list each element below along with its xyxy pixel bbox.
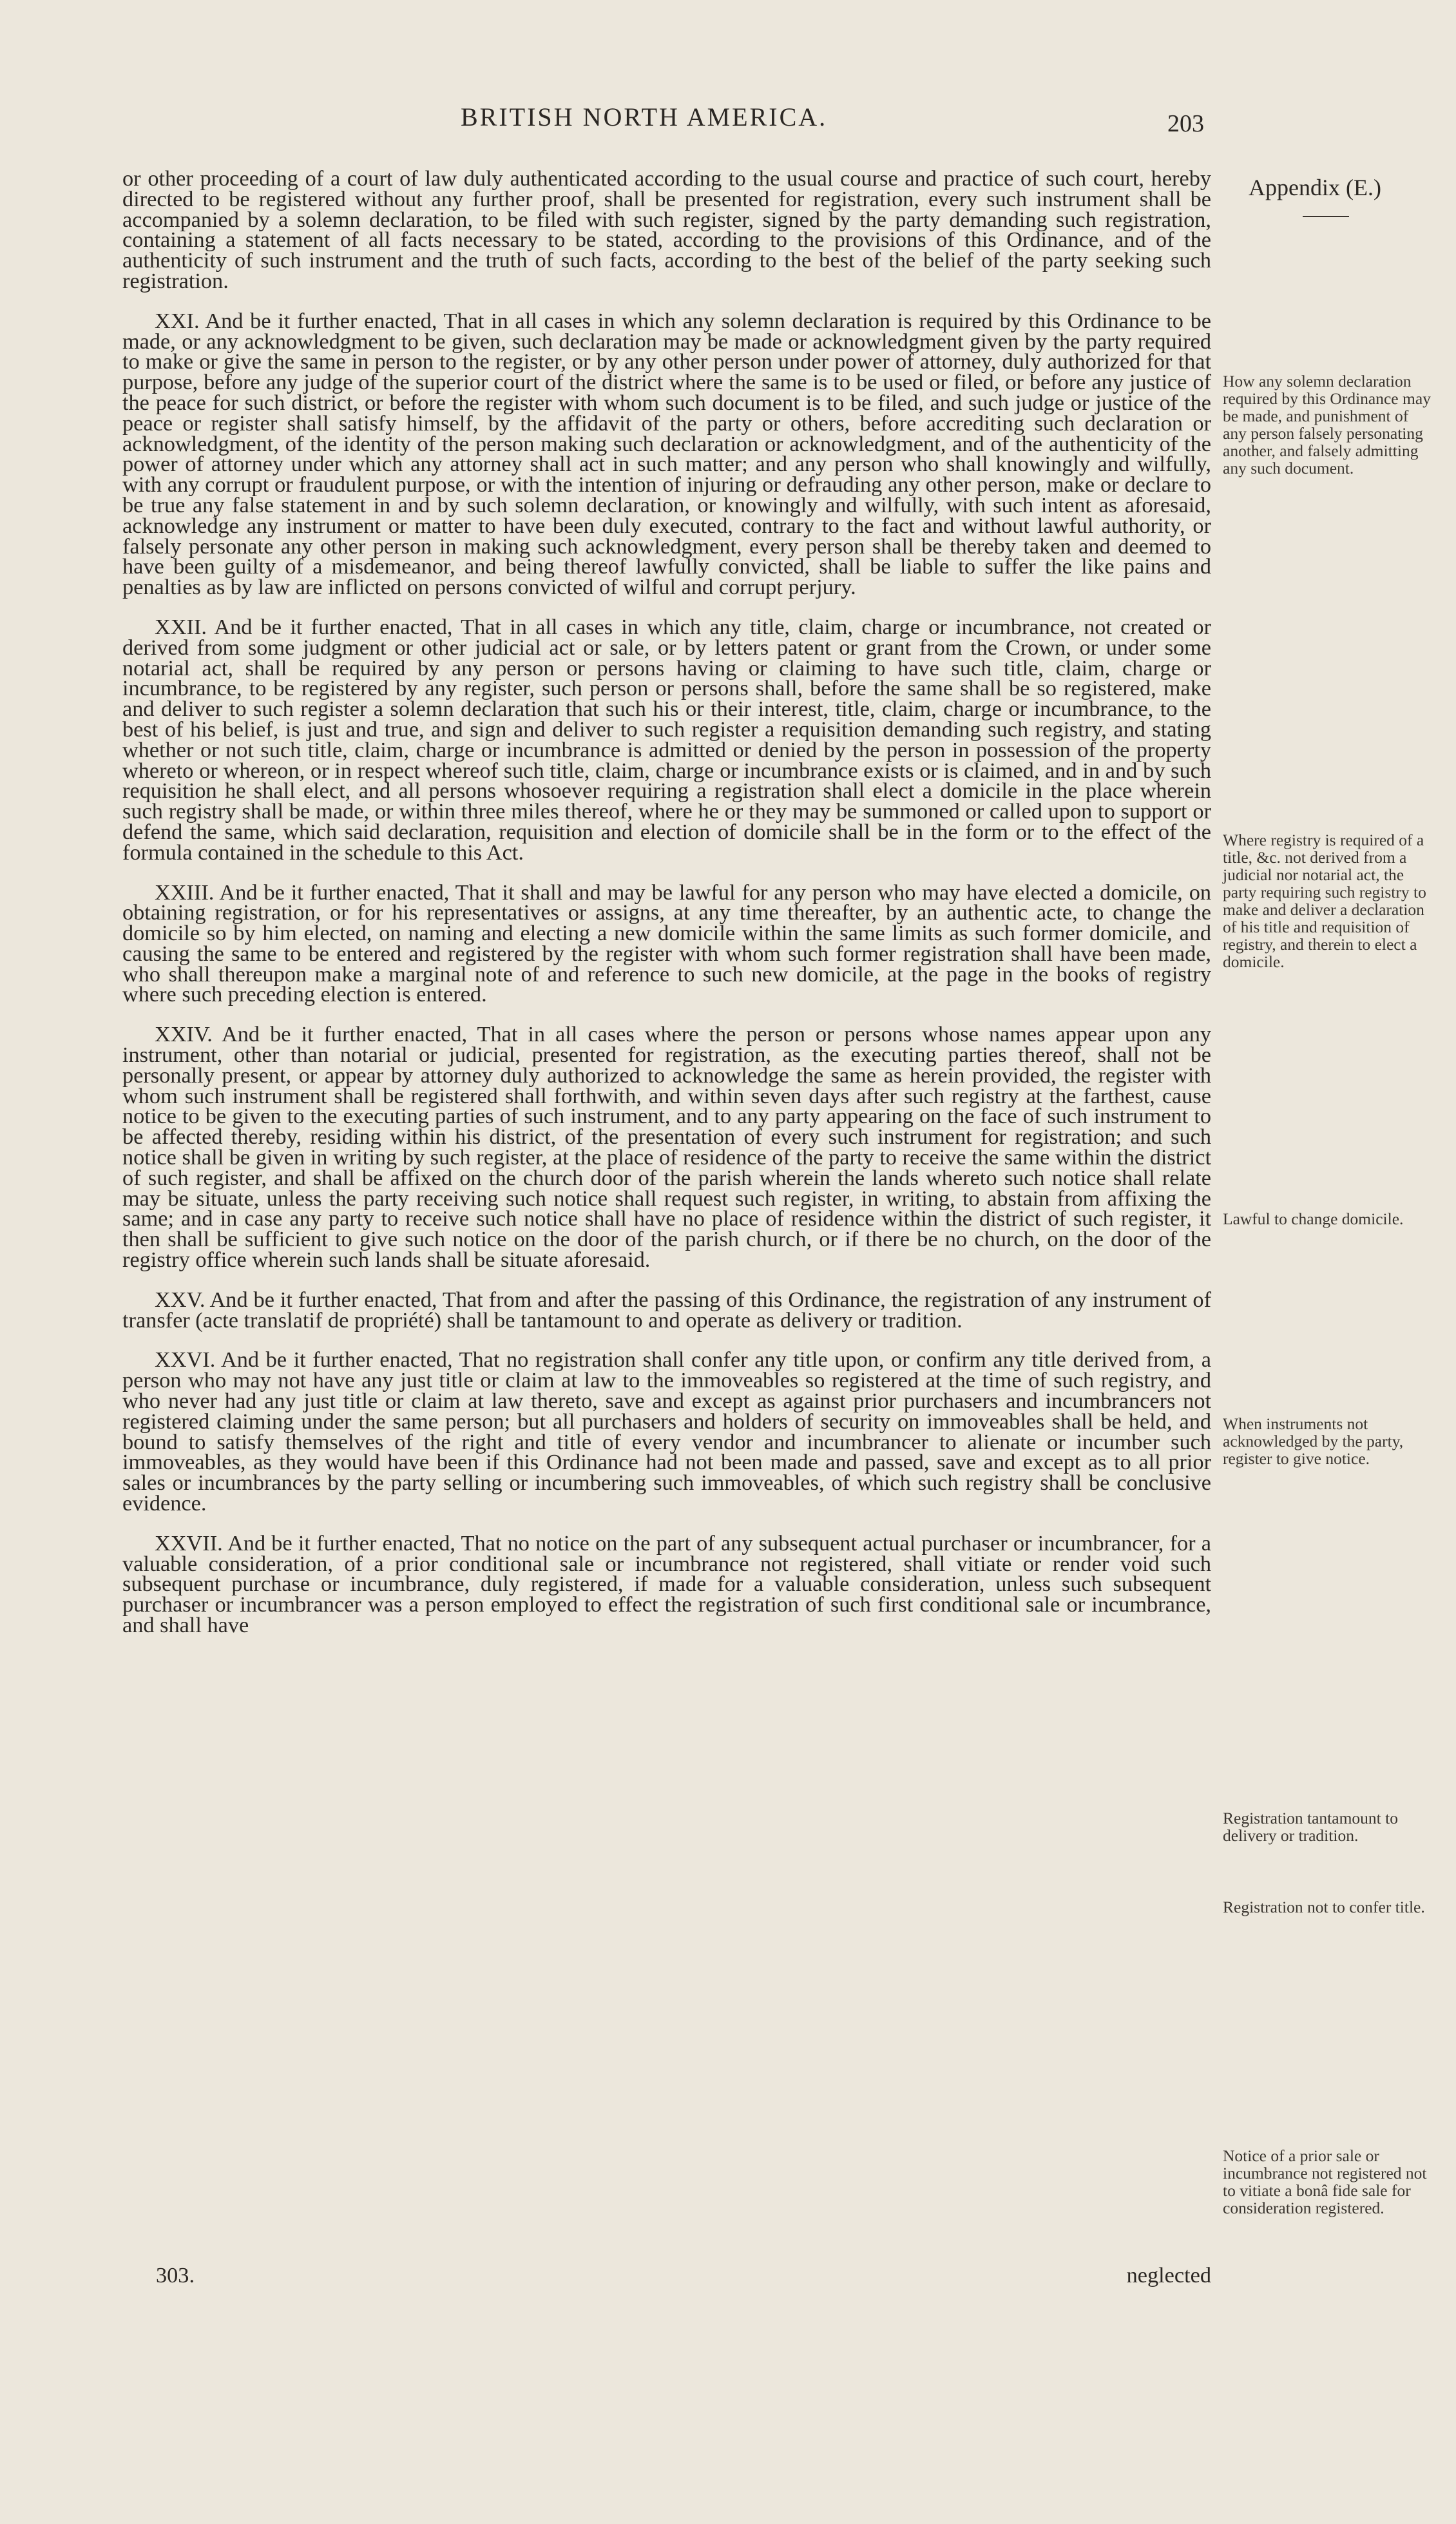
margin-note-solemn-declaration: How any solemn declaration required by this Ordinance may be made, and punishment of any person falsely personating another, and falsely admitting any such document. (1223, 372, 1431, 477)
paragraph-continuation: or other proceeding of a court of law duly authenticated according to the usual course and practice of such court, hereby directed to be registered without any further proof, shall be presented for registration, every such instrument shall be accompanied by a solemn declaration, to be filed with such register, signed by the party demanding such registration, containing a statement of all facts necessary to be stated, according to the provisions of this Ordinance, and of the authenticity of such instrument and the truth of such facts, according to the best of the belief of the party seeking such registration. (122, 166, 1211, 293)
margin-note-no-title: Registration not to confer title. (1223, 1898, 1425, 1916)
paragraph-section-xxvii: XXVII. And be it further enacted, That no notice on the part of any subsequent actual purchaser or incumbrancer, for a valuable consideration, of a prior conditional sale or incumbrance not registered, shall vitiate or render void such subsequent purchase or incumbrance, duly registered, if made for a valuable consideration, unless such subsequent purchaser or incumbrancer was a person employed to effect the registration of such first conditional sale or incumbrance, and shall have (122, 1530, 1211, 1637)
catchword: neglected (1126, 2263, 1211, 2288)
paragraph-section-xxv: XXV. And be it further enacted, That from and after the passing of this Ordinance, the registration of any instrument of transfer (acte translatif de propriété) shall be tantamount to and operate as delivery or tradition. (122, 1287, 1211, 1333)
paragraph-section-xxii: XXII. And be it further enacted, That in all cases in which any title, claim, charge or incumbrance, not created or derived from some judgment or other judicial act or sale, or by letters patent or grant from the Crown, or under some notarial act, shall be required by any person or persons having or claiming to have such title, claim, charge or incumbrance, to be registered by any register, such person or persons shall, before the same shall be so registered, make and deliver to such register a solemn declaration that such his or their interest, title, claim, charge or incumbrance, to the best of his belief, is just and true, and sign and deliver to such register a requisition demanding such registry, and stating whether or not such title, claim, charge or incumbrance is admitted or denied by the person in possession of the property whereto or whereon, or in respect whereof such title, claim, charge or incumbrance exists or is claimed, and in and by such requisition he shall elect, and all persons whosoever requiring a registration shall elect a domicile in the place wherein such registry shall be made, or within three miles thereof, where he or they may be summoned or called upon to support or defend the same, which said declaration, requisition and election of domicile shall be in the form or to the effect of the formula contained in the schedule to this Act. (122, 614, 1211, 865)
page-number: 203 (1167, 110, 1204, 137)
appendix-rule (1303, 216, 1349, 217)
paragraph-section-xxi: XXI. And be it further enacted, That in all cases in which any solemn declaration is required by this Ordinance to be made, or any acknowledgment to be given, such declaration may be made or acknowledgment given by the party required to make or give the same in person to the register, or by any other person under power of attorney, duly authorized for that purpose, before any judge of the superior court of the district where the same is to be used or filed, or before any justice of the peace for such district, or before the register with whom such document is to be filed, and such judge or justice of the peace or register shall satisfy himself, by the affidavit of the party or others, before accrediting such declaration or acknowledgment, of the identity of the person making such declaration or acknowledgment, and of the authenticity of the power of attorney under which any attorney shall act in such matter; and any person who shall knowingly and wilfully, with any corrupt or fraudulent purpose, or with the intention of injuring or defrauding any other person, make or declare to be true any false statement in and by such solemn declaration, or knowingly and wilfully, with such intent as aforesaid, acknowledge any instrument or matter to have been duly executed, contrary to the fact and without lawful authority, or falsely personate any other person in making such acknowledgment, every person shall be thereby taken and deemed to have been guilty of a misdemeanor, and being thereof lawfully convicted, shall be liable to suffer the like pains and penalties as by law are inflicted on persons convicted of wilful and corrupt perjury. (122, 308, 1211, 600)
signature-mark: 303. (156, 2263, 195, 2288)
appendix-label: Appendix (E.) (1249, 175, 1381, 200)
margin-note-notice: When instruments not acknowledged by the party, register to give notice. (1223, 1414, 1404, 1468)
margin-note-tantamount: Registration tantamount to delivery or tradition. (1223, 1809, 1398, 1845)
paragraph-section-xxiii: XXIII. And be it further enacted, That it shall and may be lawful for any person who may have elected a domicile, on obtaining registration, or for his representatives or assigns, at any time thereafter, by an authentic acte, to change the domicile so by him elected, on naming and electing a new domicile within the same limits as such former domicile, and causing the same to be entered and registered by the register with whom such former registration shall have been made, who shall thereupon make a marginal note of and reference to such new domicile, at the page in the books of registry where such preceding election is entered. (122, 880, 1211, 1007)
margin-note-prior-sale: Notice of a prior sale or incumbrance not registered not to vitiate a bonâ fide sale for consideration registered. (1223, 2146, 1427, 2217)
margin-note-registry-title: Where registry is required of a title, &c. not derived from a judicial nor notarial act, the party requiring such registry to make and deliver a declaration of his title and requisition of registry, and therein to elect a domicile. (1223, 831, 1426, 971)
paragraph-section-xxvi: XXVI. And be it further enacted, That no registration shall confer any title upon, or confirm any title derived from, a person who may not have any just title or claim at law to the immoveables so registered at the time of such registry, and who never had any just title or claim at law thereto, save and except as against prior purchasers and incumbrancers not registered claiming under the same person; but all purchasers and holders of security on immoveables shall be held, and bound to satisfy themselves of the right and title of every vendor and incumbrancer to alienate or incumber such immoveables, as they would have been if this Ordinance had not been made and passed, save and except as to all prior sales or incumbrances by the party selling or incumbering such immoveables, of which such registry shall be conclusive evidence. (122, 1347, 1211, 1516)
margin-note-change-domicile: Lawful to change domicile. (1223, 1209, 1404, 1228)
running-title: BRITISH NORTH AMERICA. (461, 102, 828, 131)
paragraph-section-xxiv: XXIV. And be it further enacted, That in all cases where the person or persons whose names appear upon any instrument, other than notarial or judicial, presented for registration, as the executing parties thereof, shall not be personally present, or appear by attorney duly authorized to acknowledge the same as herein provided, the register with whom such instrument shall be registered shall forthwith, and within seven days after such registry at the farthest, cause notice to be given to the executing parties of such instrument, and to any party appearing on the face of such instrument to be affected thereby, residing within his district, of the presentation of every such instrument for registration; and such notice shall be given in writing by such register, at the place of residence of the party to receive the same within the district of such register, and shall be affixed on the church door of the parish wherein the lands whereto such notice shall relate may be situate, unless the party receiving such notice shall request such register, in writing, to abstain from affixing the same; and in case any party to receive such notice shall have no place of residence within the district of such register, it then shall be sufficient to give such notice on the door of the parish church, or if there be no church, on the door of the registry office wherein such lands shall be situate aforesaid. (122, 1022, 1211, 1273)
body-text (122, 166, 1211, 1655)
